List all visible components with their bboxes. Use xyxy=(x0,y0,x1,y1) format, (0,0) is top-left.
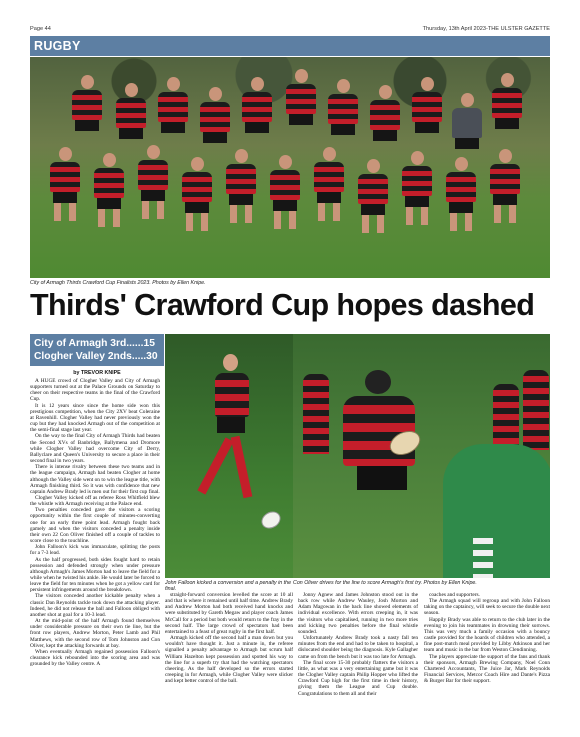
player-figure xyxy=(402,151,432,225)
run-photo-caption: Con Oliver drives for the line to score Armagh's first try. Photos by Ellen Knipe. xyxy=(293,580,477,586)
article-paragraph: As the half progressed, both sides fought hard to retain possession and defended strongly when under pressure although Armagh's James Morton had to leave the field for a while when he twisted his ankle. He would later be forced to leave the field for ten minutes when he got a yellow card for persistent infringements around the breakdown. xyxy=(30,556,160,594)
player-figure xyxy=(523,370,549,450)
player-figure xyxy=(270,155,300,229)
article-paragraph: Happily Brady was able to return to the club later in the evening to join his teammates in drowning their sorrows. This was very much a family occasion with a bouncy castle provided for the hoards of children who attended, a fine post-match meal provided by Libby Atkinson and her team and music in the bar from Weston Clendinning. xyxy=(424,616,550,654)
player-figure xyxy=(492,73,522,129)
player-figure xyxy=(370,85,400,141)
page-header xyxy=(30,26,550,36)
article-column-2 xyxy=(165,592,293,684)
score-home: City of Armagh 3rd......15 xyxy=(34,338,155,349)
player-figure xyxy=(158,77,188,133)
player-figure xyxy=(182,157,212,231)
article-paragraph: When eventually Armagh regained possession Falloon's clearance kick rebounded into the scoring area and was grounded by the Valley centre. A xyxy=(30,648,160,668)
player-figure xyxy=(286,69,316,125)
article-paragraph: On the way to the final City of Armagh Thirds had beaten the Second XVs of Banbridge, Ballymena and Dromore while Clogher Valley had overcome City of Derry, Ballyclare and Queen's University to secure a place in their second final in two years. xyxy=(30,433,160,465)
article-column-3 xyxy=(298,592,418,697)
page-number: Page 44 xyxy=(30,26,51,32)
player-figure xyxy=(303,374,329,454)
article-paragraph: There is intense rivalry between these two teams and in the league campaign, Armagh had beaten Clogher at home although the Valley side went on to win the league title, with Armagh finishing third. So it was with confidence that new captain Andrew Brady led is men out for their first cup final. xyxy=(30,464,160,495)
kicker-figure xyxy=(205,354,251,433)
player-figure xyxy=(314,147,344,221)
article-paragraph: Two penalties conceded gave the visitors a scoring opportunity within the first couple of minutes-converting one for an early three point lead. Armagh fought back gamely and when the visitors conceded a penalty inside their own 22 Con Oliver finished off a couple of tackles to score close to the touchline. xyxy=(30,507,160,545)
player-figure xyxy=(446,157,476,231)
article-paragraph: A HUGE crowd of Clogher Valley and City of Armagh supporters turned out at the Palace Grounds on Saturday to cheer on their respective teams in the final of the Crawford Cup. xyxy=(30,378,160,403)
article-column-4 xyxy=(424,592,550,684)
player-figure xyxy=(116,83,146,139)
player-figure xyxy=(72,75,102,131)
player-figure xyxy=(242,77,272,133)
player-figure xyxy=(200,87,230,143)
player-figure xyxy=(412,77,442,133)
player-figure xyxy=(226,149,256,223)
team-photo-caption: City of Armagh Thirds Crawford Cup Finalists 2023. Photos by Ellen Knipe. xyxy=(30,280,206,286)
article-paragraph: Jonny Agnew and James Johnston stood out in the back row while Andrew Wauley, Josh Morton and Adam Magowan in the back line showed elements of individual excellence. With errors creeping in, it was the visitors who capitalised, running in two more tries and kicking two penalties before the final whistle sounded. xyxy=(298,592,418,635)
publication-date: Thursday, 13th April 2023-THE ULSTER GAZETTE xyxy=(422,26,550,32)
team-photo xyxy=(30,57,550,278)
article-column-1 xyxy=(30,378,160,667)
rugby-ball xyxy=(258,508,283,532)
article-paragraph: straight-forward conversion levelled the score at 10 all and that is where it remained until half time. Andrew Brady and Andrew Morton had both received hand knocks and were substituted by Gareth Megaw and player coach James McCall for a period but both would return to the fray in the second half. The large crowd of spectators had been entertained to a feast of great rugby in the first half. xyxy=(165,592,293,635)
article-paragraph: coaches and supporters. xyxy=(429,592,480,598)
player-figure xyxy=(328,79,358,135)
score-away: Clogher Valley 2nds.....30 xyxy=(34,351,158,362)
opponent-figure xyxy=(443,444,550,578)
article-paragraph: John Falloon's kick was immaculate, splitting the posts for a 7-3 lead. xyxy=(30,544,160,557)
article-paragraph: The Armagh squad will regroup and with John Falloon taking on the captaincy, will seek to secure the double next season. xyxy=(424,598,550,617)
player-figure xyxy=(94,153,124,227)
article-paragraph: It is 12 years since since the home side won this prestigious competition, when the City 2XV beat Coleraine at Ravenhill. Clogher Valley had never previously won the cup but they had knocked Armagh out of the competition at the semi-final stage last year. xyxy=(30,402,160,434)
article-paragraph: At the mid-point of the half Armagh found themselves under considerable pressure on their own tie line, but the front row players, Andrew Morton, Peter Lamb and Phil Matthews, with the second row of Tom Johnston and Con Oliver, kept the attacking forwards at bay. xyxy=(30,618,160,649)
kick-photo-caption: John Falloon kicked a conversion and a penalty in the final. xyxy=(165,580,292,592)
run-photo xyxy=(293,334,550,578)
article-paragraph: The visitors conceded another kickable penalty when a classic Dan Reynolds tackle took down the attacking player. Indeed, he did not release the ball and Falloon obliged with another shot at goal for a 10-3 lead. xyxy=(30,593,160,618)
article-paragraph: Armagh kicked off the second half a man down but you wouldn't have thought it. Just a minute in, the referee signalled a penalty advantage to Armagh but scrum half William Hazelton kept possession and spotted his way to the line for a superb try that had the watching spectators cheering. As the half developed so the errors started creeping in for Armagh, while Clogher Valley were slicker and kept better control of the ball. xyxy=(165,635,293,685)
article-paragraph: The final score 15-30 probably flatters the visitors a little, as what was a very entertaining game but it was the Clogher Valley captain Philip Hopper who lifted the Crawford Cup high for the first time in their history, giving them the League and Cup double. Congratulations to them all and their xyxy=(298,659,418,697)
byline: by TREVOR KNIPE xyxy=(73,370,121,376)
player-figure xyxy=(490,149,520,223)
player-figure xyxy=(138,145,168,219)
score-box xyxy=(30,334,164,366)
kick-photo xyxy=(165,334,293,578)
player-figure xyxy=(358,159,388,233)
article-paragraph: Unfortunately Andrew Brady took a nasty fall ten minutes from the end and had to be taken to hospital, a dislocated shoulder being the diagnosis. Kyle Gallagher came on from the bench but it was too late for Armagh. xyxy=(298,635,418,660)
article-paragraph: Clogher Valley kicked off as referee Ross Whitfield blew the whistle with Armagh receiving at the Palace end. xyxy=(30,494,160,508)
coach-figure xyxy=(452,93,482,149)
article-paragraph: The players appreciate the support of the fans and thank their sponsors, Armagh Brewing Company, Noel Conn Chartered Accountants, The Juice Jar, Mark Reynolds Financial Services, Metcor Coach Hire and Dante's Pizza & Burger Bar for their support. xyxy=(424,653,550,685)
player-figure xyxy=(50,147,80,221)
section-title: RUGBY xyxy=(30,36,550,56)
headline: Thirds' Crawford Cup hopes dashed xyxy=(30,288,535,322)
